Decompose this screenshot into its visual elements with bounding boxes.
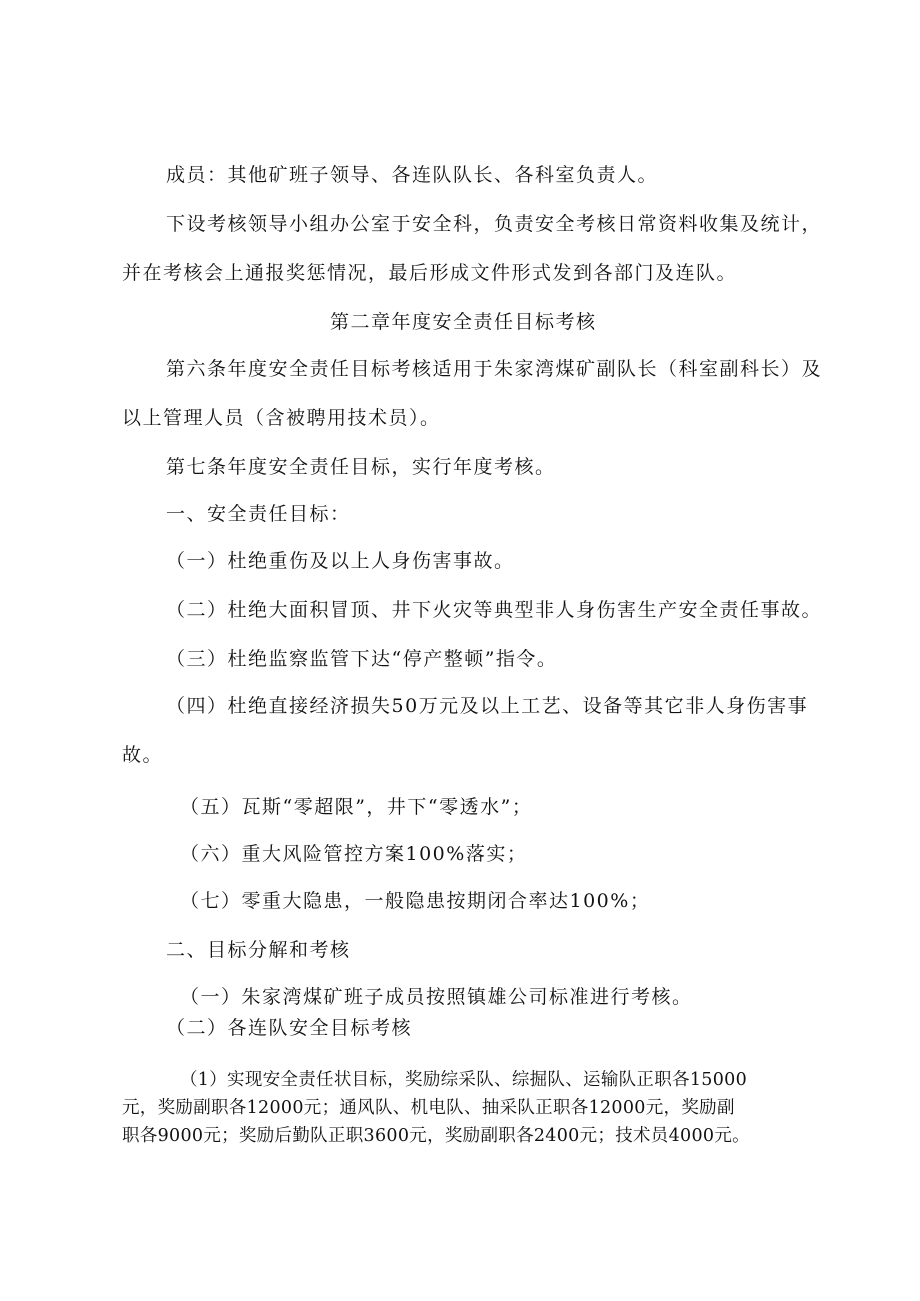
goal-item-4-cont: 故。 — [122, 744, 164, 766]
reward-paragraph-line-1: （1）实现安全责任状目标，奖励综采队、综掘队、运输队正职各15000 — [180, 1070, 748, 1090]
reward-paragraph-line-2: 元，奖励副职各12000元；通风队、机电队、抽采队正职各12000元，奖励副 — [122, 1098, 735, 1118]
assessment-item-1: （一）朱家湾煤矿班子成员按照镇雄公司标准进行考核。 — [180, 986, 693, 1008]
goal-item-1: （一）杜绝重伤及以上人身伤害事故。 — [166, 550, 515, 572]
office-line: 下设考核领导小组办公室于安全科，负责安全考核日常资料收集及统计， — [166, 213, 823, 235]
section-two-heading: 二、目标分解和考核 — [166, 939, 351, 961]
goal-item-2: （二）杜绝大面积冒顶、井下火灾等典型非人身伤害生产安全责任事故。 — [166, 599, 823, 621]
assessment-item-2: （二）各连队安全目标考核 — [166, 1017, 413, 1039]
reward-paragraph-line-3: 职各9000元；奖励后勤队正职3600元，奖励副职各2400元；技术员4000元。 — [122, 1126, 750, 1146]
article-seven: 第七条年度安全责任目标，实行年度考核。 — [166, 456, 556, 478]
member-line: 成员：其他矿班子领导、各连队队长、各科室负责人。 — [166, 164, 659, 186]
article-six: 第六条年度安全责任目标考核适用于朱家湾煤矿副队长（科室副科长）及 — [166, 358, 823, 380]
article-six-cont: 以上管理人员（含被聘用技术员）。 — [122, 407, 441, 429]
goal-item-7: （七）零重大隐患，一般隐患按期闭合率达100%； — [180, 890, 651, 912]
office-line-cont: 并在考核会上通报奖惩情况，最后形成文件形式发到各部门及连队。 — [122, 262, 738, 284]
goal-item-4: （四）杜绝直接经济损失50万元及以上工艺、设备等其它非人身伤害事 — [166, 695, 809, 717]
chapter-heading: 第二章年度安全责任目标考核 — [330, 311, 597, 333]
goal-item-3: （三）杜绝监察监管下达“停产整顿”指令。 — [166, 648, 558, 670]
section-one-heading: 一、安全责任目标： — [166, 503, 351, 525]
goal-item-6: （六）重大风险管控方案100%落实； — [180, 843, 528, 865]
goal-item-5: （五）瓦斯“零超限”，井下“零透水”； — [180, 796, 533, 818]
